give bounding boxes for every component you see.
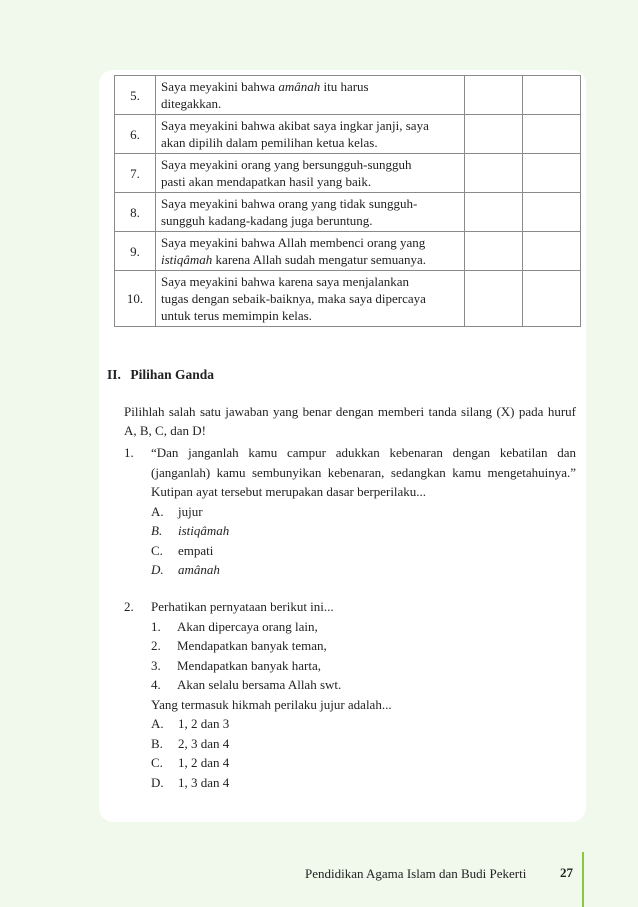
statement-fragment: Saya meyakini bahwa akibat saya ingkar janji, saya: [161, 118, 429, 133]
list-item-number: 2.: [151, 638, 161, 653]
question-text: “Dan janganlah kamu campur adukkan kebenaran dengan kebatilan dan (janganlah) kamu sembunyikan kebenaran, sedangkan kamu mengetahuinya.” Kutipan ayat tersebut merupakan dasar berperilaku...: [151, 445, 576, 499]
answer-option[interactable]: [151, 753, 576, 773]
statement-fragment: pasti akan mendapatkan hasil yang baik.: [161, 174, 372, 189]
footer-divider: [582, 852, 584, 907]
list-item-text: Mendapatkan banyak teman,: [177, 638, 327, 653]
answer-option[interactable]: [151, 521, 576, 541]
answer-option[interactable]: [151, 714, 576, 734]
answer-cell-no[interactable]: [523, 271, 581, 327]
option-list: [151, 714, 576, 792]
list-item: [151, 636, 576, 656]
option-letter: A.: [151, 716, 164, 731]
table-row: [115, 154, 581, 193]
list-item-number: 1.: [151, 618, 161, 634]
row-number: 5.: [115, 76, 156, 115]
answer-cell-yes[interactable]: [465, 271, 523, 327]
answer-cell-yes[interactable]: [465, 154, 523, 193]
statement-fragment: untuk terus memimpin kelas.: [161, 308, 312, 323]
statement-table: [114, 75, 581, 327]
option-letter: C.: [151, 755, 163, 770]
option-text: 1, 2 dan 4: [178, 755, 230, 770]
answer-cell-yes[interactable]: [465, 193, 523, 232]
list-item: [151, 656, 576, 676]
row-number: 10.: [115, 271, 156, 327]
section-title: [107, 367, 214, 383]
table-row: [115, 193, 581, 232]
question-prompt: Yang termasuk hikmah perilaku jujur adalah...: [151, 696, 392, 712]
list-item: [151, 617, 576, 637]
row-number: 7.: [115, 154, 156, 193]
table-row: [115, 76, 581, 115]
list-item-number: 3.: [151, 657, 161, 673]
answer-cell-no[interactable]: [523, 232, 581, 271]
row-number: 9.: [115, 232, 156, 271]
statement-fragment: Saya meyakini orang yang bersungguh-sungguh: [161, 157, 412, 172]
option-text: empati: [178, 542, 214, 558]
list-item-text: Akan selalu bersama Allah swt.: [177, 677, 342, 692]
option-text: 1, 2 dan 3: [178, 716, 230, 731]
table-row: [115, 232, 581, 271]
option-text: 1, 3 dan 4: [178, 774, 230, 790]
statement-fragment: sungguh kadang-kadang juga beruntung.: [161, 213, 373, 228]
statement-fragment: Saya meyakini bahwa karena saya menjalankan: [161, 274, 409, 289]
statement-fragment: Saya meyakini bahwa: [161, 79, 279, 94]
statement-text: [156, 232, 465, 271]
option-text: istiqâmah: [178, 523, 230, 538]
option-list: [151, 502, 576, 580]
answer-cell-no[interactable]: [523, 154, 581, 193]
answer-cell-no[interactable]: [523, 76, 581, 115]
question-number: 2.: [124, 599, 134, 614]
answer-cell-yes[interactable]: [465, 76, 523, 115]
table-row: [115, 115, 581, 154]
answer-option[interactable]: [151, 734, 576, 754]
option-text: 2, 3 dan 4: [178, 735, 230, 751]
option-text: jujur: [178, 503, 203, 519]
statement-fragment: akan dipilih dalam pemilihan ketua kelas.: [161, 135, 378, 150]
instruction-text: Pilihlah salah satu jawaban yang benar dengan memberi tanda silang (X) pada huruf A, B, C, dan D!: [124, 404, 576, 438]
statement-fragment: itu harus: [320, 79, 369, 94]
answer-option[interactable]: [151, 773, 576, 793]
option-letter: D.: [151, 562, 164, 577]
answer-cell-yes[interactable]: [465, 115, 523, 154]
statement-fragment: ditegakkan.: [161, 96, 222, 111]
option-letter: B.: [151, 523, 163, 538]
statement-fragment: Saya meyakini bahwa orang yang tidak sungguh-: [161, 196, 418, 211]
option-letter: A.: [151, 503, 164, 519]
statement-fragment: karena Allah sudah mengatur semuanya.: [212, 252, 427, 267]
statement-text: [156, 76, 465, 115]
section-heading: Pilihan Ganda: [130, 367, 215, 382]
row-number: 8.: [115, 193, 156, 232]
answer-option[interactable]: [151, 541, 576, 561]
statement-text: [156, 154, 465, 193]
option-letter: D.: [151, 774, 164, 790]
statement-text: [156, 271, 465, 327]
table-row: [115, 271, 581, 327]
answer-cell-no[interactable]: [523, 115, 581, 154]
row-number: 6.: [115, 115, 156, 154]
question-text: Perhatikan pernyataan berikut ini...: [151, 599, 334, 614]
question-1: [124, 443, 576, 580]
question-2: [124, 597, 576, 792]
footer-book-title: Pendidikan Agama Islam dan Budi Pekerti: [305, 866, 527, 881]
statement-fragment: amânah: [278, 79, 321, 94]
option-letter: B.: [151, 735, 163, 751]
section-number: II.: [107, 367, 121, 382]
list-item-text: Mendapatkan banyak harta,: [177, 657, 322, 673]
list-item-text: Akan dipercaya orang lain,: [177, 618, 318, 634]
question-number: 1.: [124, 445, 134, 460]
statement-fragment: istiqâmah: [161, 252, 213, 267]
list-item-number: 4.: [151, 677, 161, 692]
option-text: amânah: [178, 562, 220, 577]
answer-cell-no[interactable]: [523, 193, 581, 232]
statement-fragment: tugas dengan sebaik-baiknya, maka saya dipercaya: [161, 291, 426, 306]
answer-option[interactable]: [151, 502, 576, 522]
page-number: 27: [560, 865, 573, 880]
statement-fragment: Saya meyakini bahwa Allah membenci orang yang: [161, 235, 426, 250]
statement-text: [156, 193, 465, 232]
list-item: [151, 675, 576, 695]
answer-option[interactable]: [151, 560, 576, 580]
statement-text: [156, 115, 465, 154]
answer-cell-yes[interactable]: [465, 232, 523, 271]
option-letter: C.: [151, 542, 163, 558]
statement-list: [151, 617, 576, 695]
